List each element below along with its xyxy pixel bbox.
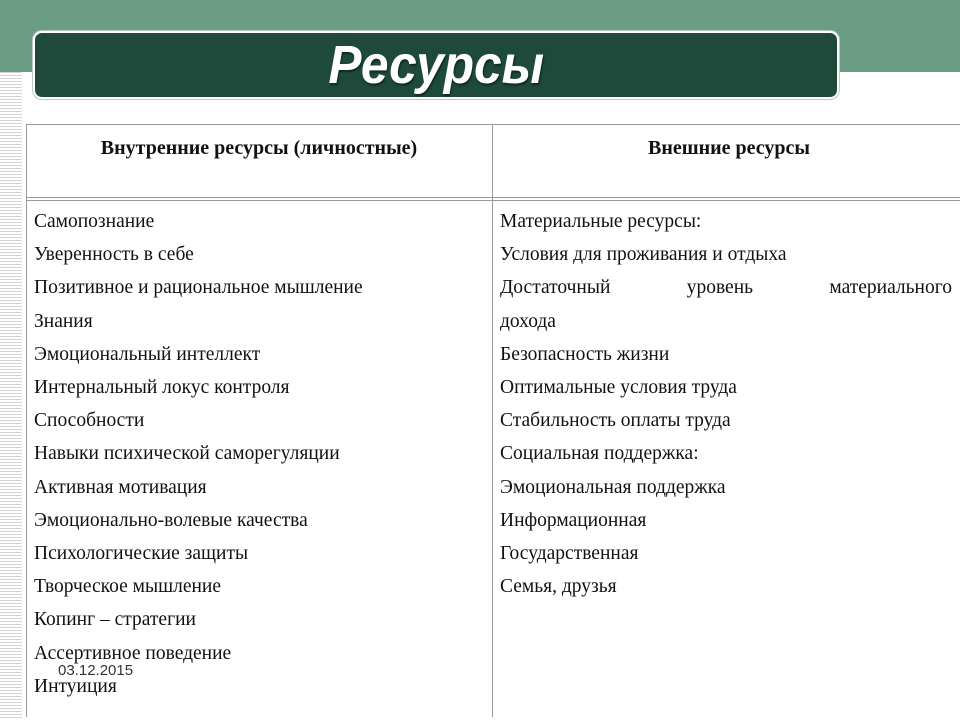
list-item: Информационная (500, 509, 647, 531)
list-item: Условия для проживания и отдыха (500, 244, 787, 266)
list-item: Социальная поддержка: (500, 443, 699, 465)
external-list (500, 205, 952, 603)
list-item: Интернальный локус контроля (34, 377, 290, 399)
list-item: Эмоционально-волевые качества (34, 509, 308, 531)
list-item: Материальные ресурсы: (500, 211, 702, 232)
list-item: Стабильность оплаты труда (500, 410, 731, 432)
list-item: дохода (500, 310, 556, 332)
list-item: Семья, друзья (500, 576, 617, 598)
title-bar (33, 31, 839, 99)
list-item: Ассертивное поведение (34, 642, 232, 664)
word: Достаточный (500, 277, 611, 299)
header-internal: Внутренние ресурсы (личностные) (100, 137, 418, 159)
table-column-divider (492, 125, 493, 717)
list-item: Интуиция (34, 675, 117, 697)
list-item: Уверенность в себе (34, 244, 194, 266)
list-item: Активная мотивация (34, 476, 207, 498)
list-item: Самопознание (34, 211, 155, 232)
table-header-divider (26, 197, 960, 198)
list-item: Знания (34, 310, 93, 332)
word: уровень (686, 277, 754, 299)
header-external: Внешние ресурсы (647, 137, 811, 159)
list-item: Копинг – стратегии (34, 609, 196, 631)
list-item: Психологические защиты (34, 543, 249, 565)
list-item: Позитивное и рациональное мышление (34, 277, 363, 299)
slide-date: 03.12.2015 (58, 662, 134, 679)
list-item: Оптимальные условия труда (500, 377, 737, 399)
list-item: Навыки психической саморегуляции (34, 443, 340, 465)
table-border-left (26, 125, 27, 717)
list-item-justified (500, 271, 952, 304)
resources-table (26, 124, 960, 717)
list-item: Эмоциональный интеллект (34, 343, 261, 365)
list-item: Творческое мышление (34, 576, 222, 598)
word: материального (829, 277, 952, 299)
internal-list (34, 205, 484, 703)
list-item: Способности (34, 410, 145, 432)
slide-title: Ресурсы (328, 35, 544, 95)
list-item: Эмоциональная поддержка (500, 476, 726, 498)
list-item: Безопасность жизни (500, 343, 670, 365)
list-item: Государственная (500, 543, 639, 565)
table-header-divider-second (26, 200, 960, 201)
left-stripes (0, 72, 22, 720)
